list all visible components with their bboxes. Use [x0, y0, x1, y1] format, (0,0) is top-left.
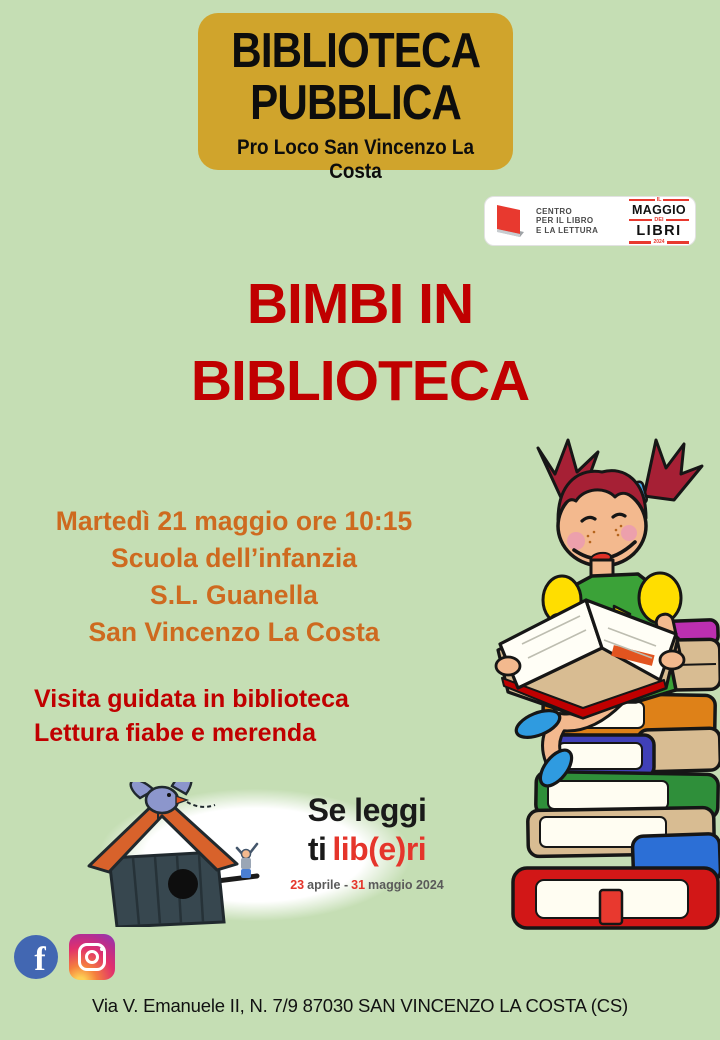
- campaign-dates: 23 aprile - 31 maggio 2024: [290, 878, 444, 892]
- event-details: [0, 503, 468, 651]
- activities-list: [34, 682, 349, 750]
- title-line2: BIBLIOTECA: [190, 349, 530, 413]
- se-leggi-campaign-logo: [55, 770, 455, 940]
- red-book-icon: [493, 201, 529, 241]
- library-logo-subtitle: Pro Loco San Vincenzo La Costa: [236, 136, 475, 183]
- event-date-time: Martedì 21 maggio ore 10:15: [55, 506, 413, 536]
- page-title: [0, 266, 720, 420]
- campaign-line1: Se leggi: [307, 792, 427, 828]
- event-school-name: S.L. Guanella: [150, 580, 318, 610]
- footer-address: Via V. Emanuele II, N. 7/9 87030 SAN VINCENZO LA COSTA (CS): [92, 995, 628, 1016]
- library-logo-line1: BIBLIOTECA: [231, 24, 480, 78]
- centro-libro-label: CENTRO PER IL LIBRO E LA LETTURA: [536, 206, 599, 235]
- campaign-text: [283, 794, 451, 892]
- facebook-icon[interactable]: f: [14, 935, 58, 979]
- library-logo: [198, 13, 513, 183]
- title-line1: BIMBI IN: [246, 272, 474, 336]
- library-logo-line2: PUBBLICA: [250, 76, 461, 130]
- partner-logos-strip: [484, 196, 696, 246]
- event-town: San Vincenzo La Costa: [88, 617, 380, 647]
- tiny-person: [237, 844, 257, 878]
- girl-reading-illustration: [488, 438, 720, 930]
- event-school: Scuola dell’infanzia: [111, 543, 357, 573]
- maggio-dei-libri-logo: IL MAGGIO DEI LIBRI 2024: [629, 198, 689, 245]
- instagram-icon[interactable]: [69, 934, 115, 980]
- activity-1: Visita guidata in biblioteca: [34, 685, 349, 713]
- birdhouse-illustration: [65, 782, 275, 927]
- activity-2: Lettura fiabe e merenda: [34, 719, 317, 747]
- campaign-line2: ti lib(e)ri: [307, 831, 427, 867]
